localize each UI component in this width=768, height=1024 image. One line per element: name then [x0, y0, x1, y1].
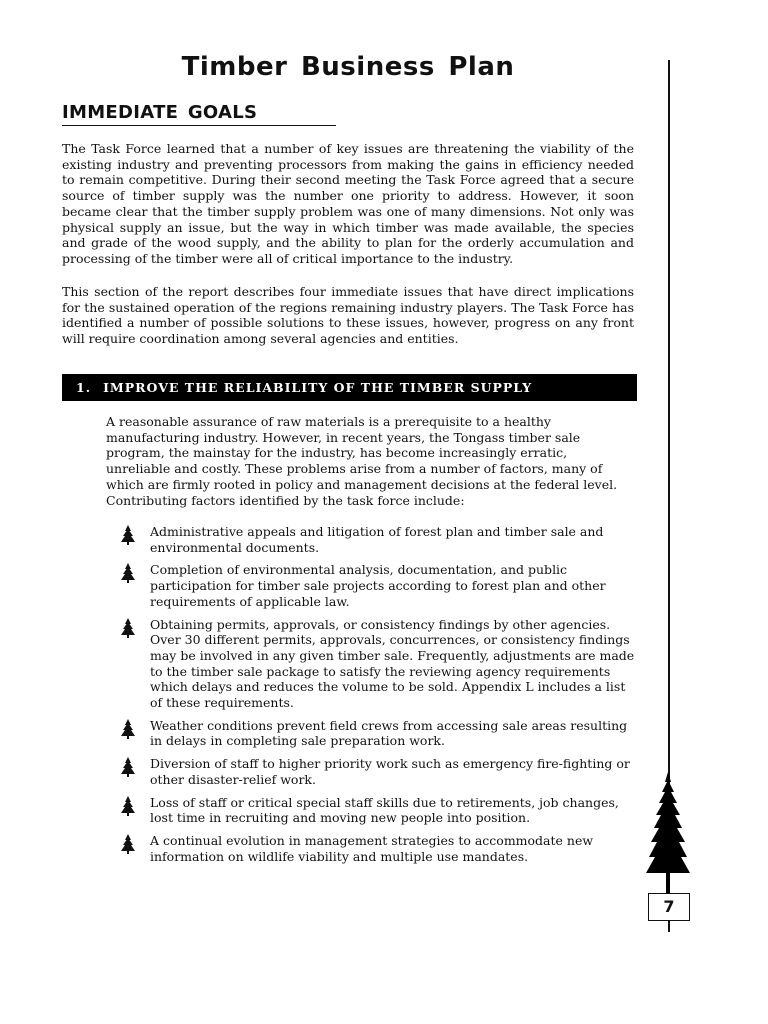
- list-item: [118, 718, 638, 749]
- contributing-factors-list: [118, 524, 638, 871]
- list-item-text: Obtaining permits, approvals, or consistency findings by other agencies. Over 30 different permits, approvals, concurrences, or consistency findings may be involved in any given timber sale. Frequently, adjustments are made to the timber sale package to satisfy the reviewing agency requirements which delays and reduces the volume to be sold. Appendix L includes a list of these requirements.: [150, 616, 635, 711]
- list-item-text: Weather conditions prevent field crews from accessing sale areas resulting in delays in completing sale preparation work.: [150, 717, 628, 749]
- list-item: [118, 617, 638, 711]
- list-item-text: Administrative appeals and litigation of forest plan and timber sale and environmental documents.: [150, 524, 604, 555]
- tree-icon: [118, 617, 138, 639]
- list-item: [118, 756, 638, 787]
- list-item: [118, 833, 638, 864]
- list-item: [118, 562, 638, 609]
- tree-icon: [118, 562, 138, 584]
- summary-paragraph: This section of the report describes four immediate issues that have direct implications for the sustained operation of the regions remaining industry players. The Task Force has identified a number of possible solutions to these issues, however, progress on any front will require coordination among several agencies and entities.: [62, 284, 634, 347]
- page-number: 7: [648, 893, 690, 921]
- list-item-text: Diversion of staff to higher priority work such as emergency fire-fighting or other disaster-relief work.: [150, 756, 630, 787]
- tree-icon: [118, 795, 138, 817]
- tree-icon: [118, 833, 138, 855]
- list-item-text: A continual evolution in management strategies to accommodate new information on wildlife viability and multiple use mandates.: [150, 832, 594, 864]
- list-item-text: Completion of environmental analysis, documentation, and public participation for timber sale projects according to forest plan and other requirements of applicable law.: [150, 562, 606, 609]
- list-item: [118, 795, 638, 826]
- tree-icon: [118, 718, 138, 740]
- goal-heading: IMPROVE THE RELIABILITY OF THE TIMBER SUPPLY: [103, 380, 533, 395]
- intro-paragraph: The Task Force learned that a number of key issues are threatening the viability of the existing industry and preventing processors from making the gains in efficiency needed to remain competitive. During their second meeting the Task Force agreed that a secure source of timber supply was the number one priority to address. However, it soon became clear that the timber supply problem was one of many dimensions. Not only was physical supply an issue, but the way in which timber was made available, the species and grade of the wood supply, and the ability to plan for the orderly accumulation and processing of the timber were all of critical importance to the industry.: [62, 141, 634, 266]
- goal-intro-paragraph: A reasonable assurance of raw materials is a prerequisite to a healthy manufacturing industry. However, in recent years, the Tongass timber sale program, the mainstay for the industry, has become increasingly erratic, unreliable and costly. These problems arise from a number of factors, many of which are firmly rooted in policy and management decisions at the federal level. Contributing factors identified by the task force include:: [106, 414, 618, 508]
- section-heading: IMMEDIATE GOALS: [62, 102, 336, 126]
- goal-banner: [62, 374, 637, 401]
- goal-number: 1.: [76, 380, 92, 395]
- tree-icon: [118, 524, 138, 546]
- page-title: Timber Business Plan: [181, 52, 515, 82]
- list-item: [118, 524, 638, 555]
- list-item-text: Loss of staff or critical special staff skills due to retirements, job changes, lost time in recruiting and moving new people into position.: [150, 794, 619, 826]
- tree-icon: [644, 772, 692, 894]
- tree-icon: [118, 756, 138, 778]
